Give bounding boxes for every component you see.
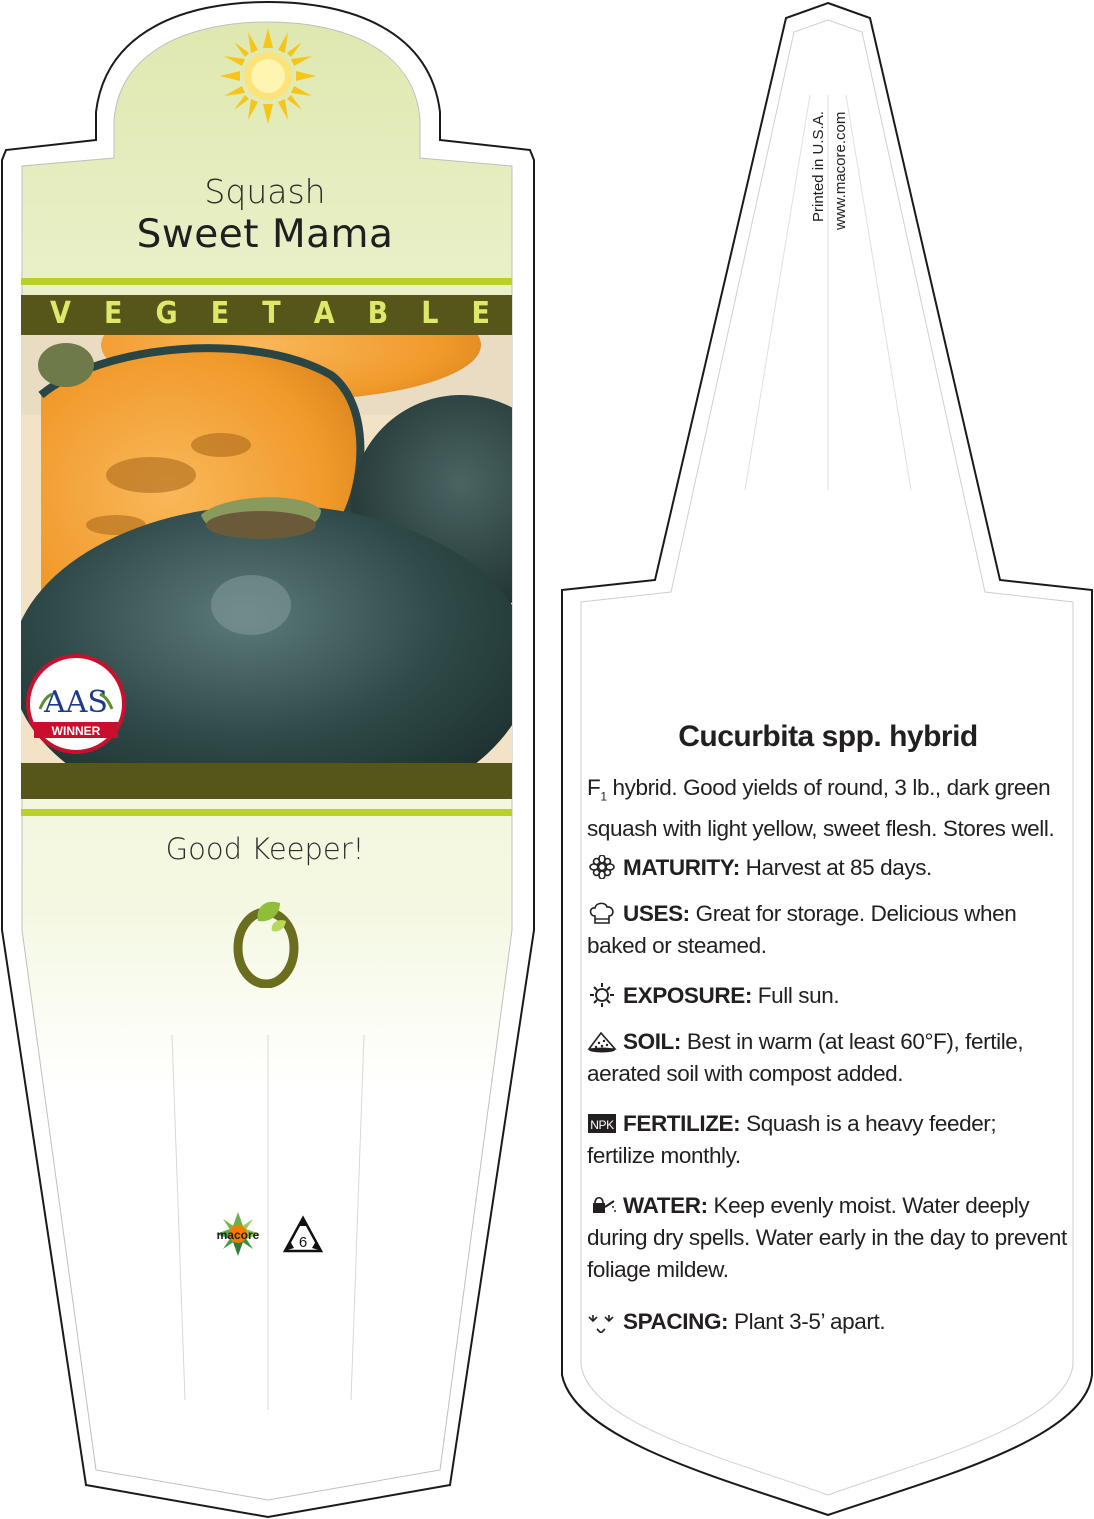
attribute-spacing: SPACING: Plant 3-5’ apart. — [587, 1306, 1067, 1338]
photo-bottom-band — [21, 763, 512, 799]
attribute-fertilize: NPK FERTILIZE: Squash is a heavy feeder; fertilize monthly. — [587, 1111, 997, 1168]
variety-title: Sweet Mama — [136, 212, 394, 257]
sun-icon — [587, 983, 617, 1007]
flower-icon — [587, 855, 617, 879]
svg-text:NPK: NPK — [590, 1118, 614, 1132]
soil-icon — [587, 1029, 617, 1053]
tagline: Good Keeper! — [165, 832, 365, 866]
attribute-water: WATER: Keep evenly moist. Water deeply during dry spells. Water early in the day to prevent foliage mildew. — [587, 1193, 1067, 1282]
svg-text:WINNER: WINNER — [51, 724, 101, 738]
npk-icon — [587, 1111, 617, 1135]
spacing-icon — [587, 1309, 617, 1333]
watering-can-icon — [587, 1193, 617, 1217]
macore-logo-icon — [208, 1208, 268, 1268]
attribute-exposure: EXPOSURE: Full sun. — [587, 980, 1067, 1012]
botanical-name: Cucurbita spp. hybrid — [678, 720, 978, 753]
chef-hat-icon — [587, 901, 617, 925]
description: $F_1$ hybrid. Good yields of round, 3 lb., dark green squash with light yellow, sweet flesh. Stores well. — [587, 775, 1055, 841]
svg-text:6: 6 — [298, 1234, 308, 1251]
attribute-maturity: MATURITY: Harvest at 85 days. — [587, 852, 1067, 884]
category-label: V E G E T A B L E — [50, 296, 490, 331]
svg-text:macore: macore — [216, 1228, 260, 1242]
attribute-soil: SOIL: Best in warm (at least 60°F), fertile, aerated soil with compost added. — [587, 1029, 1024, 1086]
recycle-code-icon — [282, 1215, 324, 1257]
lime-divider-bottom — [21, 809, 512, 816]
attribute-uses: USES: Great for storage. Delicious when baked or steamed. — [587, 901, 1017, 958]
back-tag-outline — [562, 3, 1092, 1515]
svg-text:AAS: AAS — [44, 685, 108, 720]
sun-graphic-icon — [218, 26, 318, 126]
lime-divider-top — [21, 278, 512, 285]
aas-winner-badge — [26, 654, 126, 754]
website-text: www.macore.com — [832, 111, 849, 230]
seed-logo-icon — [230, 893, 310, 988]
printed-in-text: Printed in U.S.A. — [810, 111, 827, 222]
plant-type-title: Squash — [204, 172, 326, 211]
